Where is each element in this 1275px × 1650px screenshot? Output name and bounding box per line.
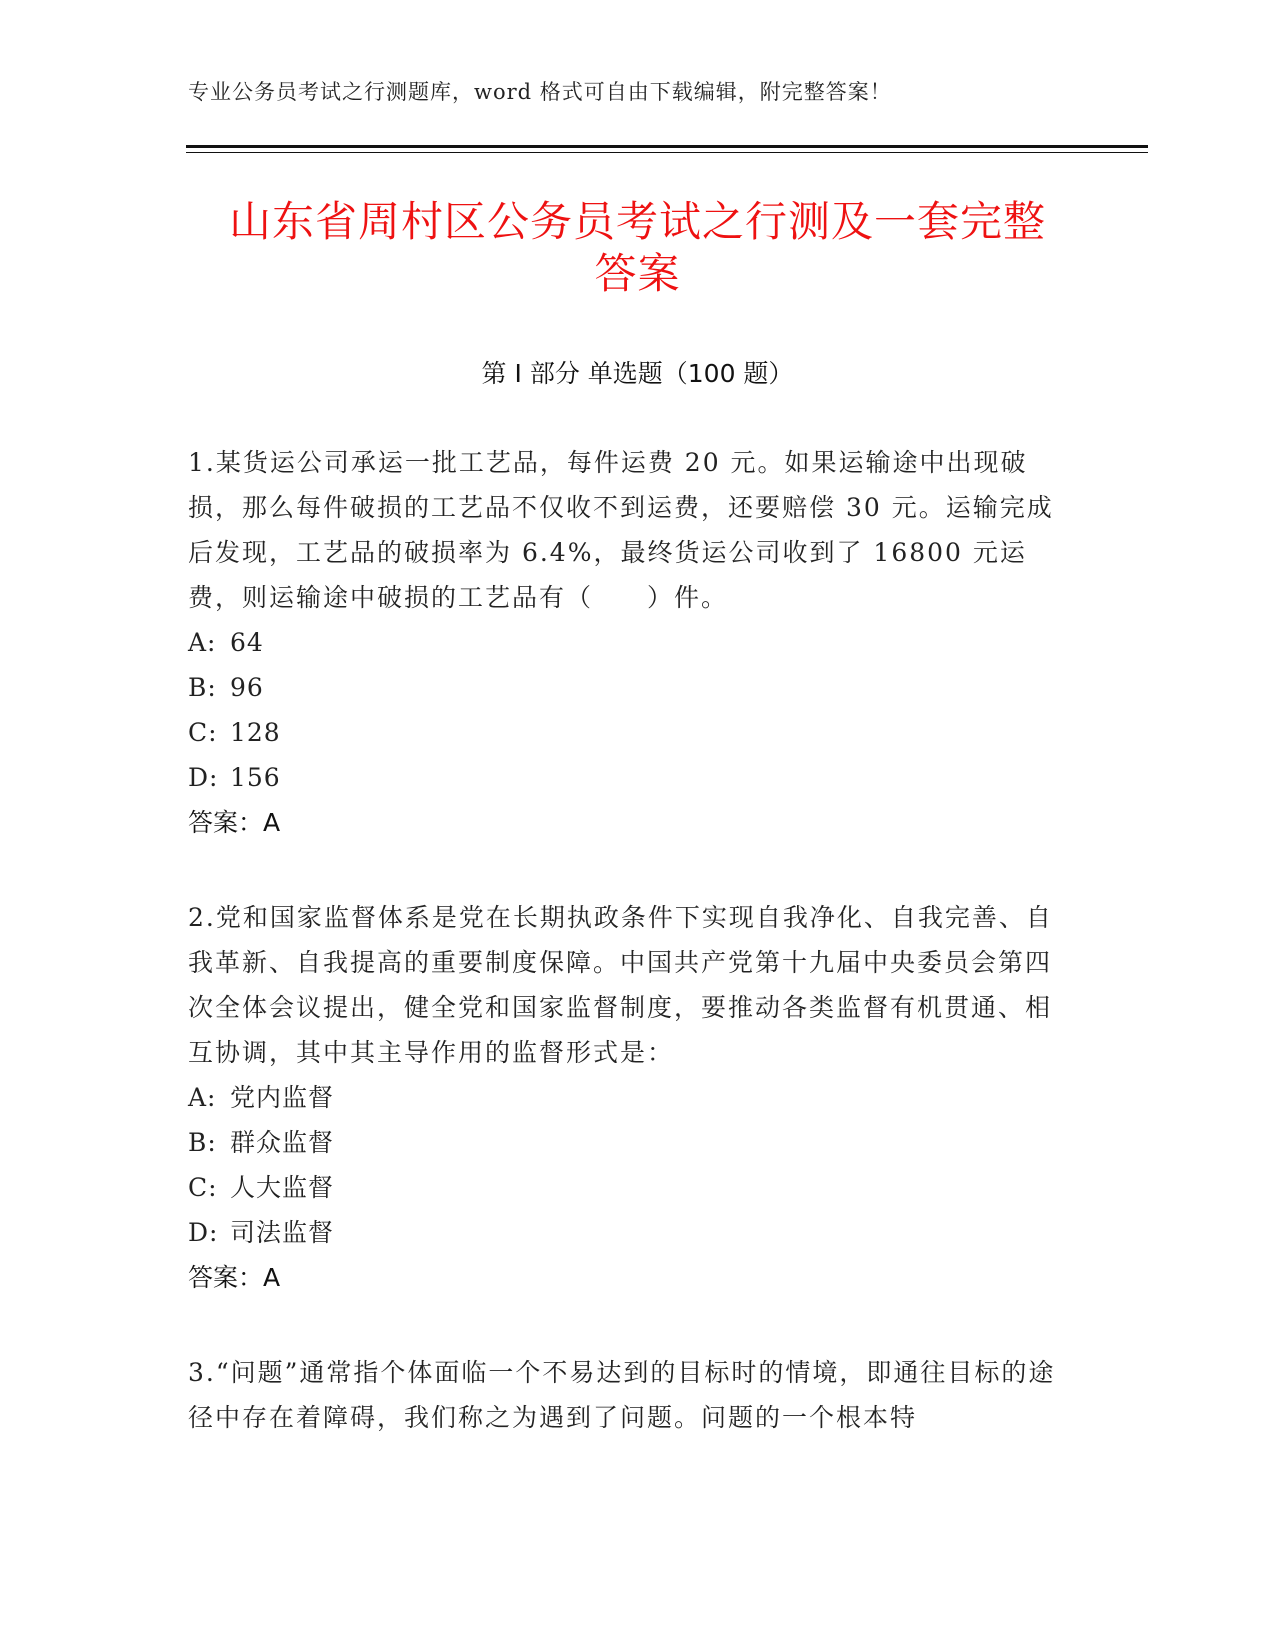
- option-d: [188, 755, 1068, 800]
- header-divider-thick: [186, 145, 1148, 148]
- option-label: B:: [188, 673, 217, 702]
- option-label: D:: [188, 1218, 219, 1247]
- question-3: [188, 1350, 1068, 1440]
- document-title-line1: 山东省周村区公务员考试之行测及一套完整: [228, 197, 1046, 246]
- question-stem: 3.“问题”通常指个体面临一个不易达到的目标时的情境，即通往目标的途径中存在着障碍，我们称之为遇到了问题。问题的一个根本特: [188, 1358, 1056, 1432]
- question-2: [188, 895, 1068, 1300]
- option-a: [188, 620, 1068, 665]
- header-note: 专业公务员考试之行测题库，word 格式可自由下载编辑，附完整答案！: [188, 80, 892, 104]
- section-title: 第 I 部分 单选题（100 题）: [481, 359, 794, 388]
- option-text: 人大监督: [230, 1173, 335, 1202]
- option-b: [188, 665, 1068, 710]
- option-text: 96: [230, 673, 264, 702]
- option-label: C:: [188, 718, 218, 747]
- option-text: 64: [230, 628, 264, 657]
- option-text: 128: [230, 718, 281, 747]
- option-b: [188, 1120, 1068, 1165]
- option-text: 群众监督: [230, 1128, 335, 1157]
- option-c: [188, 1165, 1068, 1210]
- answer: 答案：A: [188, 808, 281, 837]
- document-title-line2: 答案: [594, 249, 681, 298]
- option-text: 司法监督: [230, 1218, 335, 1247]
- option-c: [188, 710, 1068, 755]
- question-list: [188, 440, 1068, 1490]
- option-d: [188, 1210, 1068, 1255]
- question-stem: 2.党和国家监督体系是党在长期执政条件下实现自我净化、自我完善、自我革新、自我提高的重要制度保障。中国共产党第十九届中央委员会第四次全体会议提出，健全党和国家监督制度，要推动各类监督有机贯通、相互协调，其中其主导作用的监督形式是：: [188, 903, 1053, 1067]
- header-divider-thin: [186, 152, 1148, 153]
- document-title: [150, 196, 1125, 300]
- option-text: 党内监督: [230, 1083, 335, 1112]
- option-label: B:: [188, 1128, 217, 1157]
- option-a: [188, 1075, 1068, 1120]
- question-stem: 1.某货运公司承运一批工艺品，每件运费 20 元。如果运输途中出现破损，那么每件破损的工艺品不仅收不到运费，还要赔偿 30 元。运输完成后发现，工艺品的破损率为 6.4%，最终货运公司收到了 16800 元运费，则运输途中破损的工艺品有（ ）件。: [188, 448, 1054, 612]
- option-label: A:: [188, 1083, 217, 1112]
- option-label: D:: [188, 763, 219, 792]
- answer: 答案：A: [188, 1263, 281, 1292]
- option-text: 156: [230, 763, 281, 792]
- option-label: C:: [188, 1173, 218, 1202]
- option-label: A:: [188, 628, 217, 657]
- question-1: [188, 440, 1068, 845]
